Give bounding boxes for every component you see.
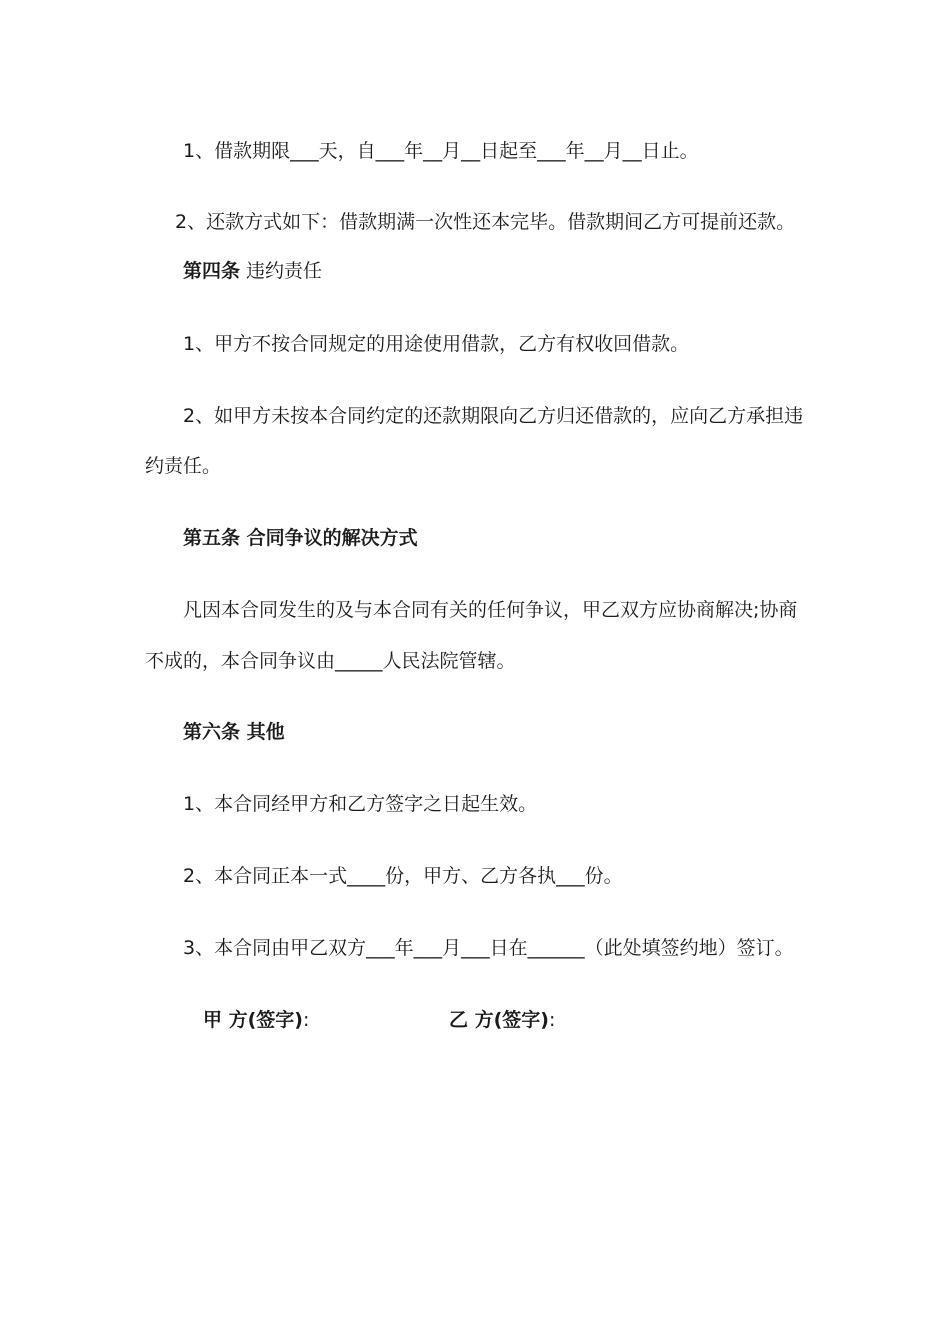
dispute-clause-line-2: 不成的，本合同争议由_____人民法院管辖。 <box>145 650 516 672</box>
party-b-colon: : <box>548 1009 556 1031</box>
other-clause-1: 1、本合同经甲方和乙方签字之日起生效。 <box>183 793 538 815</box>
party-a-signature <box>203 1008 309 1032</box>
article-4-title: 违约责任 <box>240 260 323 282</box>
loan-term-clause: 1、借款期限___天，自___年__月__日起至___年__月__日止。 <box>183 140 699 162</box>
dispute-clause-line-1: 凡因本合同发生的及与本合同有关的任何争议，甲乙双方应协商解决;协商 <box>183 599 798 621</box>
article-4-heading <box>183 259 322 283</box>
party-a-colon: : <box>302 1009 310 1031</box>
party-b-label: 乙 方(签字) <box>449 1009 549 1031</box>
article-4-number: 第四条 <box>183 260 241 282</box>
party-b-signature <box>449 1008 555 1032</box>
other-clause-2: 2、本合同正本一式____份，甲方、乙方各执___份。 <box>183 865 623 887</box>
article-5-heading: 第五条 合同争议的解决方式 <box>183 527 418 549</box>
article-6-heading: 第六条 其他 <box>183 721 285 743</box>
breach-clause-2-line-1: 2、如甲方未按本合同约定的还款期限向乙方归还借款的，应向乙方承担违 <box>183 405 804 427</box>
other-clause-3: 3、本合同由甲乙双方___年___月___日在______（此处填签约地）签订。 <box>183 937 794 959</box>
repayment-method-clause: 2、还款方式如下：借款期满一次性还本完毕。借款期间乙方可提前还款。 <box>175 211 796 233</box>
breach-clause-2-line-2: 约责任。 <box>145 455 222 477</box>
party-a-label: 甲 方(签字) <box>203 1009 303 1031</box>
breach-clause-1: 1、甲方不按合同规定的用途使用借款，乙方有权收回借款。 <box>183 333 690 355</box>
